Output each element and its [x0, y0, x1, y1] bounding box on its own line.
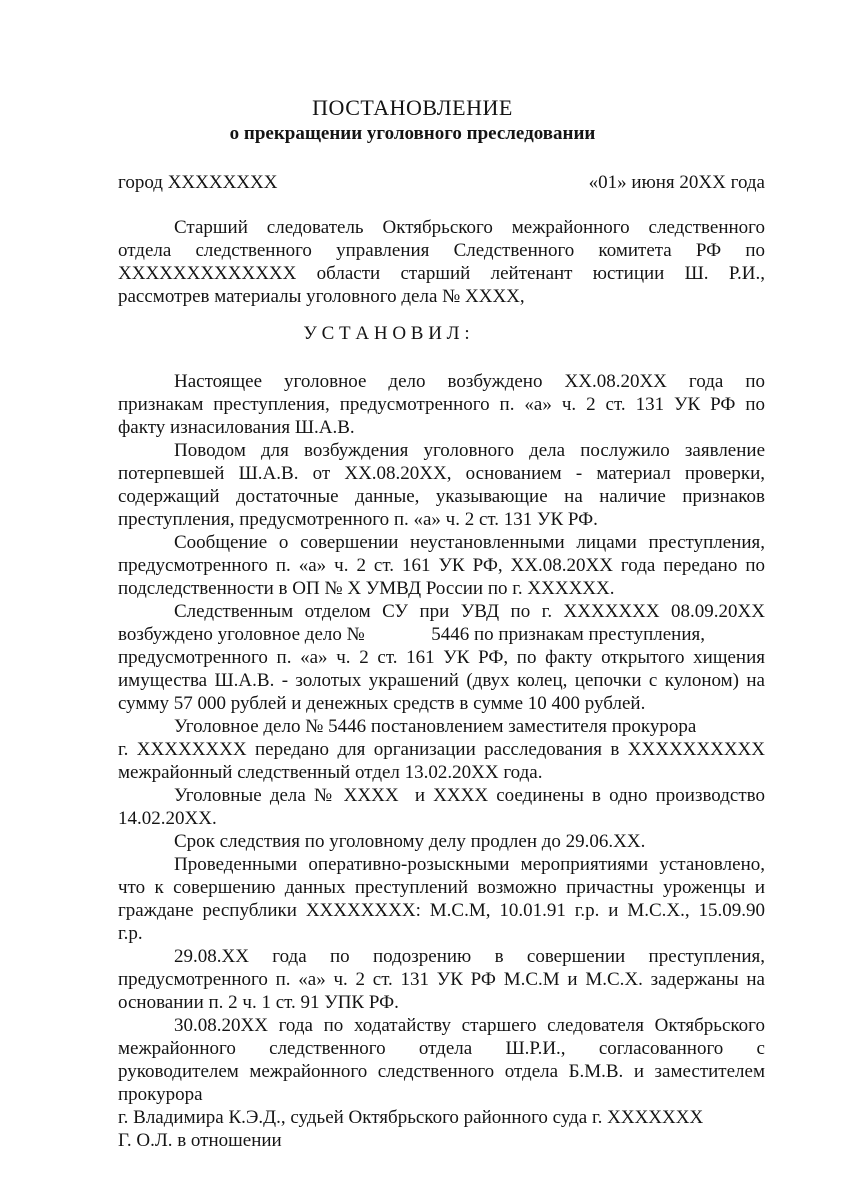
document-line: Г. О.Л. в отношении	[118, 1130, 282, 1151]
document-line: имущества Ш.А.В. - золотых украшений (двух колец, цепочки с кулоном) на	[118, 670, 765, 691]
document-line: Настоящее уголовное дело возбуждено ХХ.08.20ХХ года по	[174, 371, 765, 392]
document-title: ПОСТАНОВЛЕНИЕ	[312, 95, 513, 120]
document-line: 30.08.20ХХ года по ходатайству старшего следователя Октябрьского	[174, 1015, 765, 1036]
document-line: г. ХХХХХХХХ передано для организации расследования в ХХХХХХХХХХ	[118, 739, 765, 760]
document-line: факту изнасилования Ш.А.В.	[118, 417, 355, 438]
document-line: прокурора	[118, 1084, 203, 1105]
document-line: предусмотренного п. «а» ч. 2 ст. 131 УК РФ М.С.М и М.С.Х. задержаны на	[118, 969, 765, 990]
document-line: основании п. 2 ч. 1 ст. 91 УПК РФ.	[118, 992, 399, 1013]
document-line: межрайонный следственный отдел 13.02.20ХХ года.	[118, 762, 543, 783]
document-subtitle: о прекращении уголовного преследовании	[229, 123, 596, 144]
document-date: «01» июня 20ХХ года	[588, 172, 765, 193]
document-line: 14.02.20ХХ.	[118, 808, 217, 829]
document-line: возбуждено уголовное дело № 5446 по признакам преступления,	[118, 624, 705, 645]
document-line: отдела следственного управления Следственного комитета РФ по	[118, 240, 765, 261]
document-line: признакам преступления, предусмотренного п. «а» ч. 2 ст. 131 УК РФ по	[118, 394, 765, 415]
document-line: предусмотренного п. «а» ч. 2 ст. 161 УК РФ, ХХ.08.20ХХ года передано по	[118, 555, 765, 576]
document-preamble	[118, 216, 765, 308]
document-line: Следственным отделом СУ при УВД по г. ХХХХХХХ 08.09.20ХХ	[174, 601, 765, 622]
ustanovil-heading: У С Т А Н О В И Л :	[303, 323, 470, 344]
document-line: что к совершению данных преступлений возможно причастны уроженцы и	[118, 877, 765, 898]
document-body	[118, 370, 765, 1152]
document-line: г. Владимира К.Э.Д., судьей Октябрьского районного суда г. ХХХХХХХ	[118, 1107, 704, 1128]
document-line: Старший следователь Октябрьского межрайонного следственного	[174, 217, 765, 238]
document-line: преступления, предусмотренного п. «а» ч. 2 ст. 131 УК РФ.	[118, 509, 598, 530]
document-line: потерпевшей Ш.А.В. от ХХ.08.20ХХ, основанием - материал проверки,	[118, 463, 765, 484]
document-city: город ХХХХХХХХ	[118, 172, 278, 193]
document-line: подследственности в ОП № Х УМВД России по г. ХХХХХХ.	[118, 578, 615, 599]
document-line: содержащий достаточные данные, указывающие на наличие признаков	[118, 486, 765, 507]
document-line: руководителем межрайонного следственного отдела Б.М.В. и заместителем	[118, 1061, 765, 1082]
document-line: г.р.	[118, 923, 143, 944]
document-line: сумму 57 000 рублей и денежных средств в сумме 10 400 рублей.	[118, 693, 646, 714]
document-line: Поводом для возбуждения уголовного дела послужило заявление	[174, 440, 765, 461]
document-line: Проведенными оперативно-розыскными мероприятиями установлено,	[174, 854, 765, 875]
document-line: Сообщение о совершении неустановленными лицами преступления,	[174, 532, 765, 553]
document-line: Уголовное дело № 5446 постановлением заместителя прокурора	[174, 716, 697, 737]
document-line: Уголовные дела № ХХХХ и ХХХХ соединены в одно производство	[174, 785, 765, 806]
document-line: 29.08.ХХ года по подозрению в совершении преступления,	[174, 946, 765, 967]
document-header	[118, 95, 765, 147]
document-line: предусмотренного п. «а» ч. 2 ст. 161 УК РФ, по факту открытого хищения	[118, 647, 765, 668]
document-line: межрайонного следственного отдела Ш.Р.И., согласованного с	[118, 1038, 765, 1059]
document-line: рассмотрев материалы уголовного дела № ХХХХ,	[118, 286, 525, 307]
document-line: ХХХХХХХХХХХХХ области старший лейтенант юстиции Ш. Р.И.,	[118, 263, 765, 284]
document-line: Срок следствия по уголовному делу продлен до 29.06.ХХ.	[174, 831, 646, 852]
city-date-row	[118, 171, 765, 194]
document-line: граждане республики ХХХХХХХХ: М.С.М, 10.01.91 г.р. и М.С.Х., 15.09.90	[118, 900, 765, 921]
